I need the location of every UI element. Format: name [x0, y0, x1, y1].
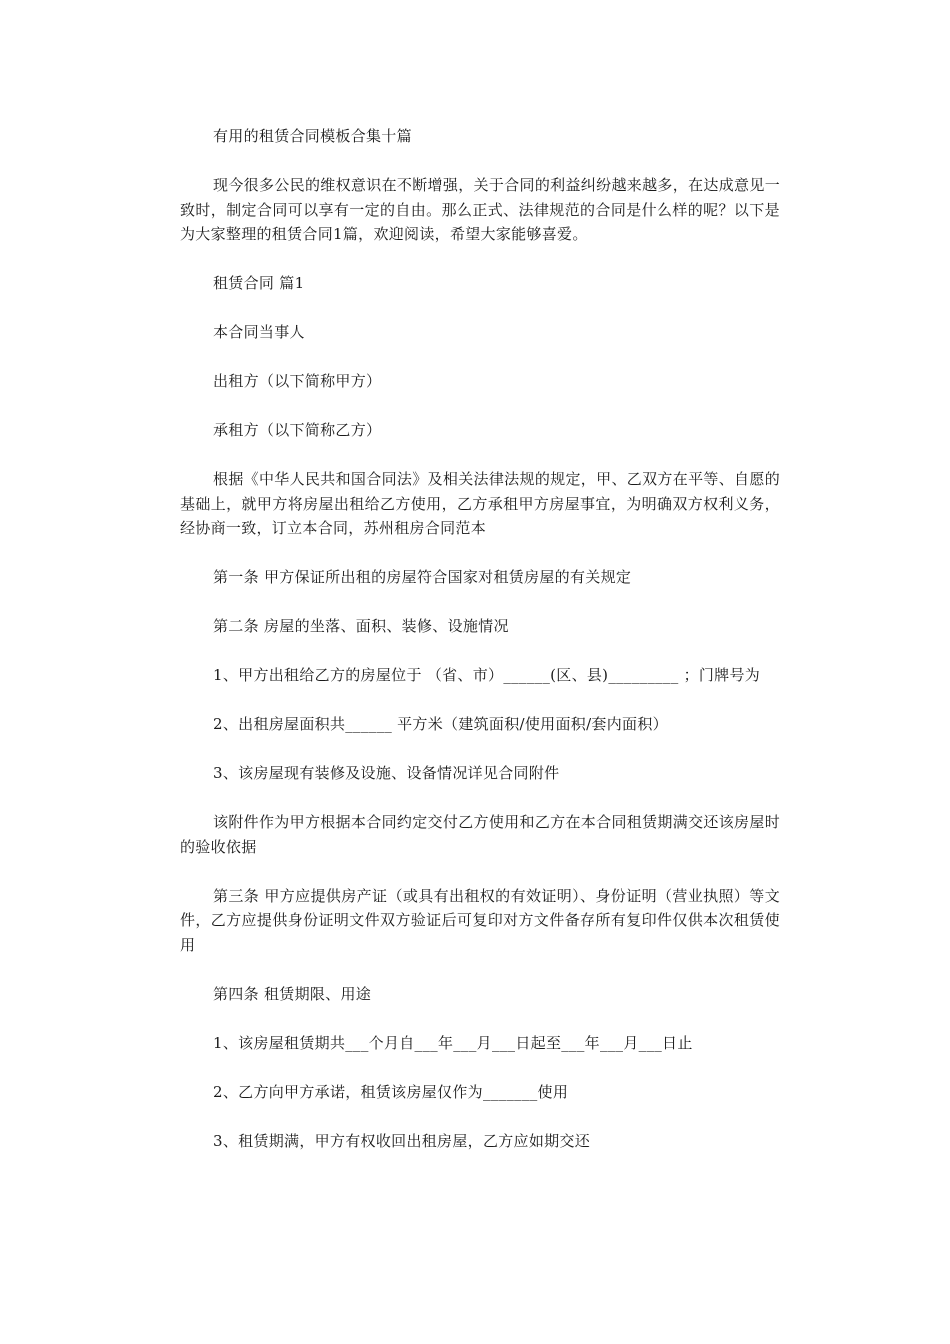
lessee-line: 承租方（以下简称乙方） [213, 421, 382, 439]
article-2-item-2: 2、出租房屋面积共______ 平方米（建筑面积/使用面积/套内面积） [213, 715, 668, 733]
intro-paragraph: 现今很多公民的维权意识在不断增强，关于合同的利益纠纷越来越多，在达成意见一致时，制定合同可以享有一定的自由。那么正式、法律规范的合同是什么样的呢？以下是为大家整理的租赁合同1篇，欢迎阅读，希望大家能够喜爱。 [180, 176, 780, 243]
article-4-item-2: 2、乙方向甲方承诺，租赁该房屋仅作为_______使用 [213, 1082, 569, 1101]
parties-heading: 本合同当事人 [213, 323, 305, 341]
document-title: 有用的租赁合同模板合集十篇 [213, 127, 412, 145]
article-4-item-1: 1、该房屋租赁期共___个月自___年___月___日起至___年___月___日止 [213, 1033, 693, 1052]
article-3: 第三条 甲方应提供房产证（或具有出租权的有效证明）、身份证明（营业执照）等文件，乙方应提供身份证明文件双方验证后可复印对方文件备存所有复印件仅供本次租赁使用 [180, 886, 780, 954]
article-2-item-1: 1、甲方出租给乙方的房屋位于 （省、市）______(区、县)_________ ；门牌号为 [213, 666, 761, 684]
article-4: 第四条 租赁期限、用途 [213, 984, 372, 1003]
article-1: 第一条 甲方保证所出租的房屋符合国家对租赁房屋的有关规定 [213, 568, 632, 586]
document-body [180, 124, 780, 1178]
article-2: 第二条 房屋的坐落、面积、装修、设施情况 [213, 617, 509, 635]
section-heading: 租赁合同 篇1 [213, 274, 305, 292]
annex-paragraph: 该附件作为甲方根据本合同约定交付乙方使用和乙方在本合同租赁期满交还该房屋时的验收依据 [180, 813, 780, 856]
lessor-line: 出租方（以下简称甲方） [213, 372, 382, 390]
preamble-paragraph: 根据《中华人民共和国合同法》及相关法律法规的规定，甲、乙双方在平等、自愿的基础上，就甲方将房屋出租给乙方使用，乙方承租甲方房屋事宜，为明确双方权利义务，经协商一致，订立本合同，苏州租房合同范本 [180, 470, 780, 537]
article-4-item-3: 3、租赁期满，甲方有权收回出租房屋，乙方应如期交还 [213, 1131, 591, 1150]
article-2-item-3: 3、该房屋现有装修及设施、设备情况详见合同附件 [213, 764, 560, 782]
